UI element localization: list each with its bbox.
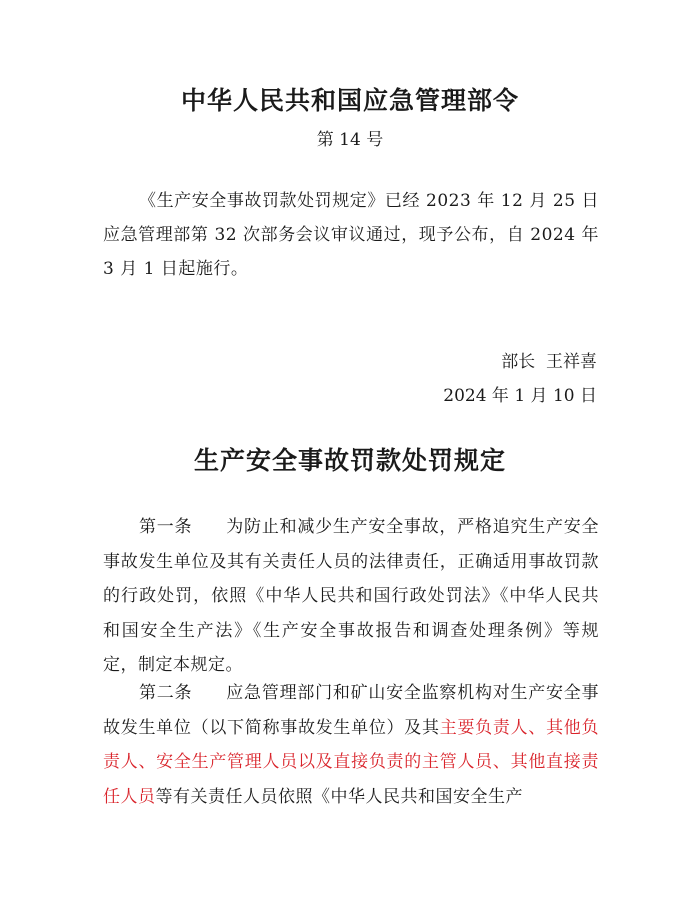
signer-line: 部长 王祥喜 [501,352,597,372]
article-1-label: 第一条 [139,517,193,537]
signature-date: 2024 年 1 月 10 日 [443,386,597,406]
article-1 [103,510,599,683]
article-2-text-before: 应急管理部门和矿山安全监察机构对生产安全事故发生单位（以下简称事故发生单位）及其 [103,683,600,738]
regulation-title: 生产安全事故罚款处罚规定 [193,446,506,475]
preamble-paragraph: 《生产安全事故罚款处罚规定》已经 2023 年 12 月 25 日应急管理部第 32 次部务会议审议通过，现予公布，自 2024 年 3 月 1 日起施行。 [103,191,599,279]
decree-title: 中华人民共和国应急管理部令 [180,86,519,115]
decree-number: 第 14 号 [316,130,384,150]
article-2 [103,676,599,814]
article-1-text: 为防止和减少生产安全事故，严格追究生产安全事故发生单位及其有关责任人员的法律责任，正确适用事故罚款的行政处罚，依照《中华人民共和国行政处罚法》《中华人民共和国安全生产法》《生产安全事故报告和调查处理条例》等规定，制定本规定。 [103,517,600,675]
article-2-highlighted-text: 主要负责人、其他负责人、安全生产管理人员以及直接负责的主管人员、其他直接责任人员 [103,717,600,807]
article-2-text-after: 等有关责任人员依照《中华人民共和国安全生产 [155,786,523,807]
article-2-label: 第二条 [139,683,193,703]
